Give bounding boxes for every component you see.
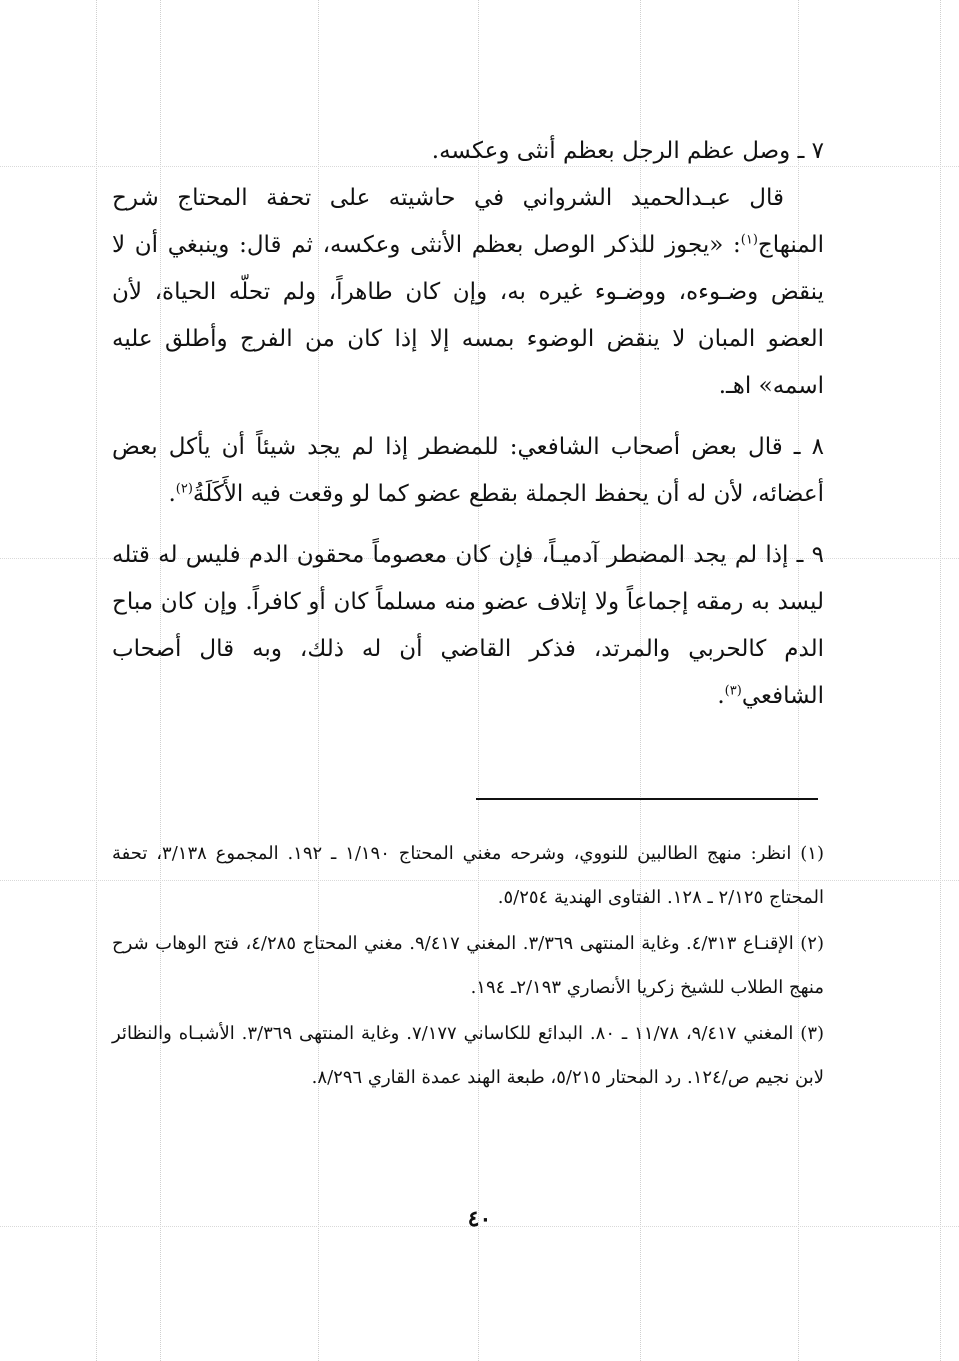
item-7-text-b: : «يجوز للذكر الوصل بعظم الأنثى وعكسه، ثم قال: وينبغي أن لا ينقض وضـوءه، ووضـوء غيره به، وإن كان طاهراً، ولم تحلّه الحياة، لأن العضو المبان لا ينقض الوضوء بمسه إلا إذا كان من الفرج وأطلق عليه اسمه» اهـ. [112, 232, 824, 399]
footnote-ref-2: (٢) [175, 481, 193, 497]
page-number: ٤٠ [467, 1206, 492, 1232]
item-8-text-b: . [168, 481, 176, 507]
item-9-paragraph [112, 532, 824, 720]
footnotes [112, 832, 824, 1102]
item-7-heading: ٧ ـ وصل عظم الرجل بعظم أنثى وعكسه. [431, 138, 824, 164]
scan-guide-line [96, 0, 97, 1361]
footnote-separator [476, 798, 818, 800]
list-item-7 [112, 128, 824, 410]
item-9-text-a: ٩ ـ إذا لم يجد المضطر آدميـاً، فإن كان معصوماً محقون الدم فليس له قتله ليسد به رمقه إجماعاً ولا إتلاف عضو منه مسلماً كان أو كافراً. وإن كان مباح الدم كالحربي والمرتد، فذكر القاضي أن له ذلك، وبه قال أصحاب الشافعي [112, 542, 824, 709]
item-8-text-a: ٨ ـ قال بعض أصحاب الشافعي: للمضطر إذا لم يجد شيئاً أن يأكل بعض أعضائه، لأن له أن يحفظ الجملة بقطع عضو كما لو وقعت فيه الأَكَلَةُ [112, 434, 824, 507]
item-8-paragraph [112, 424, 824, 518]
footnote-2: (٢) الإقنـاع ٤/٣١٣. وغاية المنتهى ٣/٣٦٩. المغني ٩/٤١٧. مغني المحتاج ٤/٢٨٥، فتح الوهاب شرح منهج الطلاب للشيخ زكريا الأنصاري ٢/١٩٣ـ ١٩٤. [112, 933, 824, 998]
footnote-3: (٣) المغني ٩/٤١٧، ١١/٧٨ ـ ٨٠. البدائع للكاساني ٧/١٧٧. وغاية المنتهى ٣/٣٦٩. الأشبـاه والنظائر لابن نجيم ص/١٢٤. رد المحتار ٥/٢١٥، طبعة الهند عمدة القاري ٨/٢٩٦. [112, 1023, 825, 1088]
item-7-text-a: قال عبـدالحميد الشرواني في حاشيته على تحفة المحتاج شرح المنهاج [112, 185, 824, 258]
list-item-8 [112, 424, 824, 518]
footnote-ref-3: (٣) [724, 683, 742, 699]
main-text [112, 128, 824, 734]
list-item-9 [112, 532, 824, 720]
item-7-paragraph [112, 175, 824, 410]
footnote-ref-1: (١) [740, 232, 758, 248]
footnote-1: (١) انظر: منهج الطالبين للنووي، وشرحه مغني المحتاج ١/١٩٠ ـ ١٩٢. المجموع ٣/١٣٨، تحفة المحتاج ٢/١٢٥ ـ ١٢٨. الفتاوى الهندية ٥/٢٥٤. [112, 843, 824, 908]
scan-guide-line [940, 0, 941, 1361]
item-9-text-b: . [717, 683, 725, 709]
